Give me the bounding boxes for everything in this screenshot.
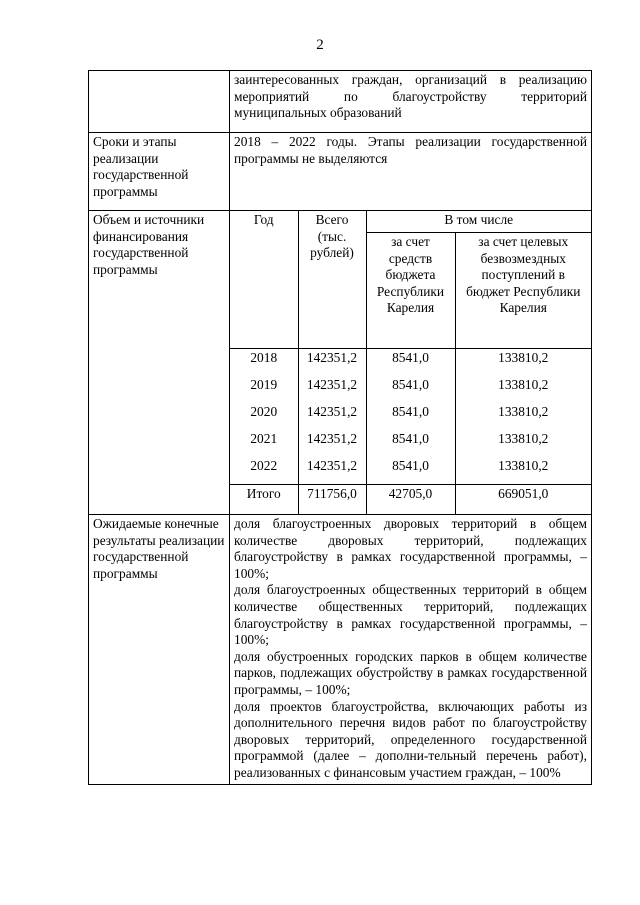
funding-table <box>230 211 591 514</box>
terms-text: 2018 – 2022 годы. Этапы реализации государственной программы не выделяются <box>230 133 592 211</box>
budget-rk-cell: 8541,0 <box>366 349 455 377</box>
total-sum-cell: 711756,0 <box>298 485 366 515</box>
header-including: В том числе <box>366 211 591 233</box>
funding-row <box>89 211 592 515</box>
header-year: Год <box>253 212 274 227</box>
total-label-cell: Итого <box>230 485 298 515</box>
funding-data-row <box>230 403 591 430</box>
budget-rk-cell: 8541,0 <box>366 376 455 403</box>
budget-rk-cell: 8541,0 <box>366 457 455 485</box>
continuation-label-cell <box>89 71 230 133</box>
page-number: 2 <box>316 37 324 53</box>
budget-rk-cell: 8541,0 <box>366 430 455 457</box>
funding-label: Объем и источники финансирования государственной программы <box>89 211 230 515</box>
result-paragraph: доля проектов благоустройства, включающих работы из дополнительного перечня видов работ по благоустройству дворовых территорий, определенного государственной программой (далее – дополни-тельный перечень работ), реализованных с финансовым участием граждан, – 100% <box>234 698 587 780</box>
header-total: Всего (тыс. рублей) <box>298 211 366 349</box>
total-grants-cell: 669051,0 <box>455 485 591 515</box>
funding-data-row <box>230 430 591 457</box>
grants-cell: 133810,2 <box>455 457 591 485</box>
results-label: Ожидаемые конечные результаты реализации государственной программы <box>89 515 230 785</box>
total-cell: 142351,2 <box>298 376 366 403</box>
result-paragraph: доля обустроенных городских парков в общем количестве парков, подлежащих обустройству в рамках государственной программы, – 100%; <box>234 648 587 697</box>
program-passport-table <box>88 70 592 785</box>
year-cell: 2020 <box>250 404 278 419</box>
year-cell: 2019 <box>250 377 278 392</box>
header-grants: за счет целевых безвозмездных поступлений в бюджет Республики Карелия <box>455 233 591 349</box>
funding-data-row <box>230 349 591 377</box>
total-cell: 142351,2 <box>298 349 366 377</box>
terms-label: Сроки и этапы реализации государственной программы <box>89 133 230 211</box>
continuation-text: заинтересованных граждан, организаций в реализацию мероприятий по благоустройству территорий муниципальных образований <box>230 71 592 133</box>
funding-total-row <box>230 485 591 515</box>
year-cell: 2022 <box>250 458 278 473</box>
continuation-row <box>89 71 592 133</box>
total-budget-rk-cell: 42705,0 <box>366 485 455 515</box>
grants-cell: 133810,2 <box>455 376 591 403</box>
terms-row <box>89 133 592 211</box>
funding-data-row <box>230 376 591 403</box>
total-cell: 142351,2 <box>298 403 366 430</box>
result-paragraph: доля благоустроенных общественных территорий в общем количестве общественных территорий, подлежащих благоустройству в рамках государственной программы, – 100%; <box>234 582 587 648</box>
funding-data-row <box>230 457 591 485</box>
grants-cell: 133810,2 <box>455 403 591 430</box>
grants-cell: 133810,2 <box>455 430 591 457</box>
budget-rk-cell: 8541,0 <box>366 403 455 430</box>
results-row <box>89 515 592 785</box>
year-cell: 2018 <box>250 350 278 365</box>
result-paragraph: доля благоустроенных дворовых территорий в общем количестве дворовых территорий, подлежащих благоустройству в рамках государственной программы, – 100%; <box>234 516 587 581</box>
results-text-cell <box>230 515 592 785</box>
funding-table-cell <box>230 211 592 515</box>
total-cell: 142351,2 <box>298 457 366 485</box>
header-budget-rk: за счет средств бюджета Республики Карелия <box>366 233 455 349</box>
grants-cell: 133810,2 <box>455 349 591 377</box>
total-cell: 142351,2 <box>298 430 366 457</box>
year-cell: 2021 <box>250 431 278 446</box>
